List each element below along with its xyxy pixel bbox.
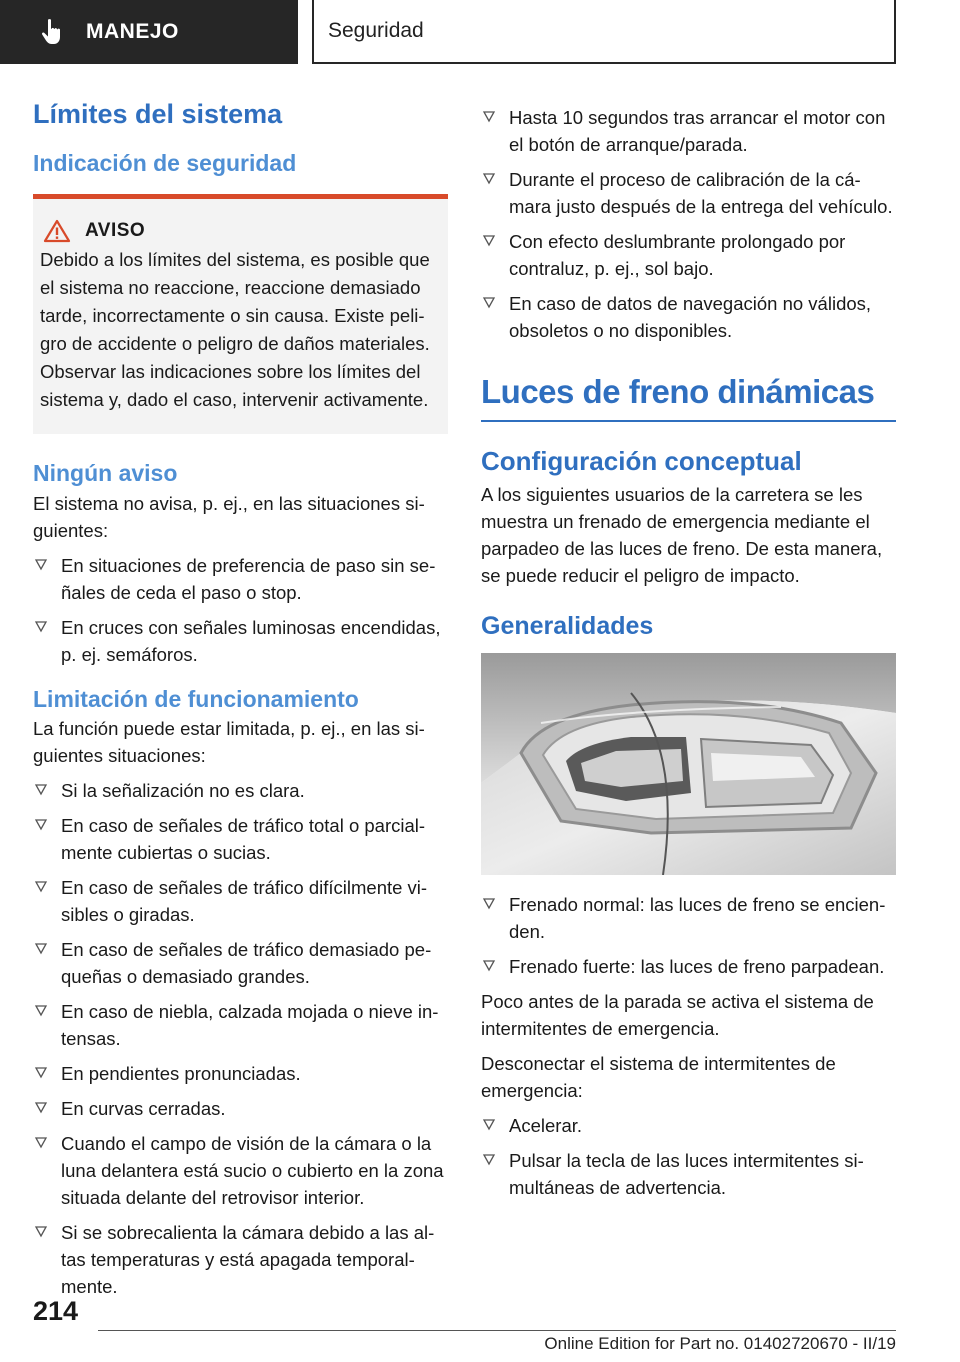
no-warning-heading: Ningún aviso <box>33 459 178 486</box>
disconnect-text: Desconectar el sistema de intermitentes de emergencia: <box>481 1052 836 1101</box>
chapter-label: MANEJO <box>86 20 179 43</box>
bullet-triangle-icon <box>482 897 496 911</box>
bullet-triangle-icon <box>482 1118 496 1132</box>
list-item: Con efecto deslumbrante prolongado por contraluz, p. ej., sol bajo. <box>481 228 896 282</box>
bullet-triangle-icon <box>482 296 496 310</box>
safety-heading: Indicación de seguridad <box>33 150 297 177</box>
concept-heading: Configuración conceptual <box>481 445 802 476</box>
list-item: Acelerar. <box>481 1112 896 1139</box>
bullet-triangle-icon <box>34 880 48 894</box>
warning-triangle-icon <box>43 219 71 243</box>
list-item: En caso de señales de tráfico total o parcialmente cubiertas o sucias. <box>33 812 448 866</box>
hand-pointer-icon <box>40 18 64 46</box>
warning-label: AVISO <box>85 219 146 241</box>
camera-conditions-list <box>481 104 896 344</box>
hazard-text: Poco antes de la parada se activa el sistema de intermitentes de emergencia. <box>481 990 874 1039</box>
dynamic-brake-lights-title: Luces de freno dinámicas <box>481 372 896 422</box>
tail-light-photo <box>481 653 896 875</box>
bullet-triangle-icon <box>482 234 496 248</box>
left-column <box>33 98 448 1308</box>
warning-header <box>40 219 440 243</box>
bullet-triangle-icon <box>482 110 496 124</box>
chapter-tab <box>0 0 298 64</box>
limitation-list <box>33 777 448 1300</box>
list-item: En caso de niebla, calzada mojada o nieve intensas. <box>33 998 448 1052</box>
section-label: Seguridad <box>328 19 424 42</box>
list-item: Durante el proceso de calibración de la cámara justo después de la entrega del vehículo. <box>481 166 896 220</box>
limitation-text: La función puede estar limitada, p. ej., en las siguientes situaciones: <box>33 718 425 767</box>
disconnect-list <box>481 1112 896 1201</box>
list-item: Pulsar la tecla de las luces intermitentes simultáneas de advertencia. <box>481 1147 896 1201</box>
bullet-triangle-icon <box>482 959 496 973</box>
list-item: Frenado normal: las luces de freno se encienden. <box>481 891 896 945</box>
edition-note: Online Edition for Part no. 01402720670 - II/19 <box>544 1334 896 1353</box>
warning-text: Debido a los límites del sistema, es posible que el sistema no reaccione, reaccione demasiado tarde, incorrectamente o sin causa. Existe peligro de accidente o peligro de daños materiales. Observar las indicaciones sobre los límites del sistema y, dado el caso, intervenir activamente. <box>40 248 430 410</box>
general-heading: Generalidades <box>481 611 654 640</box>
limitation-heading: Limitación de funcionamiento <box>33 685 359 712</box>
list-item: Si la señalización no es clara. <box>33 777 448 804</box>
bullet-triangle-icon <box>34 1101 48 1115</box>
bullet-triangle-icon <box>482 172 496 186</box>
list-item: En caso de datos de navegación no válidos, obsoletos o no disponibles. <box>481 290 896 344</box>
list-item: En caso de señales de tráfico demasiado pequeñas o demasiado grandes. <box>33 936 448 990</box>
bullet-triangle-icon <box>34 1136 48 1150</box>
bullet-triangle-icon <box>34 558 48 572</box>
right-column <box>481 98 896 1209</box>
no-warning-text: El sistema no avisa, p. ej., en las situaciones siguientes: <box>33 492 425 541</box>
list-item: Si se sobrecalienta la cámara debido a las altas temperaturas y está apagada temporalmente. <box>33 1219 448 1300</box>
brake-behavior-list <box>481 891 896 980</box>
list-item: Frenado fuerte: las luces de freno parpadean. <box>481 953 896 980</box>
bullet-triangle-icon <box>34 620 48 634</box>
page-number: 214 <box>33 1296 79 1326</box>
bullet-triangle-icon <box>34 783 48 797</box>
section-tab <box>312 0 896 64</box>
no-warning-list <box>33 552 448 668</box>
list-item: Hasta 10 segundos tras arrancar el motor con el botón de arranque/parada. <box>481 104 896 158</box>
bullet-triangle-icon <box>482 1153 496 1167</box>
bullet-triangle-icon <box>34 818 48 832</box>
footer-divider <box>98 1330 896 1331</box>
bullet-triangle-icon <box>34 942 48 956</box>
bullet-triangle-icon <box>34 1225 48 1239</box>
list-item: En curvas cerradas. <box>33 1095 448 1122</box>
list-item: En caso de señales de tráfico difícilmente visibles o giradas. <box>33 874 448 928</box>
list-item: En cruces con señales luminosas encendidas, p. ej. semáforos. <box>33 614 448 668</box>
warning-box <box>33 194 448 434</box>
bullet-triangle-icon <box>34 1004 48 1018</box>
concept-text: A los siguientes usuarios de la carretera se les muestra un frenado de emergencia mediante el parpadeo de las luces de freno. De esta manera, se puede reducir el peligro de impacto. <box>481 483 883 586</box>
system-limits-title: Límites del sistema <box>33 99 283 129</box>
list-item: En situaciones de preferencia de paso sin señales de ceda el paso o stop. <box>33 552 448 606</box>
bullet-triangle-icon <box>34 1066 48 1080</box>
list-item: En pendientes pronunciadas. <box>33 1060 448 1087</box>
list-item: Cuando el campo de visión de la cámara o la luna delantera está sucio o cubierto en la zona situada delante del retrovisor interior. <box>33 1130 448 1211</box>
